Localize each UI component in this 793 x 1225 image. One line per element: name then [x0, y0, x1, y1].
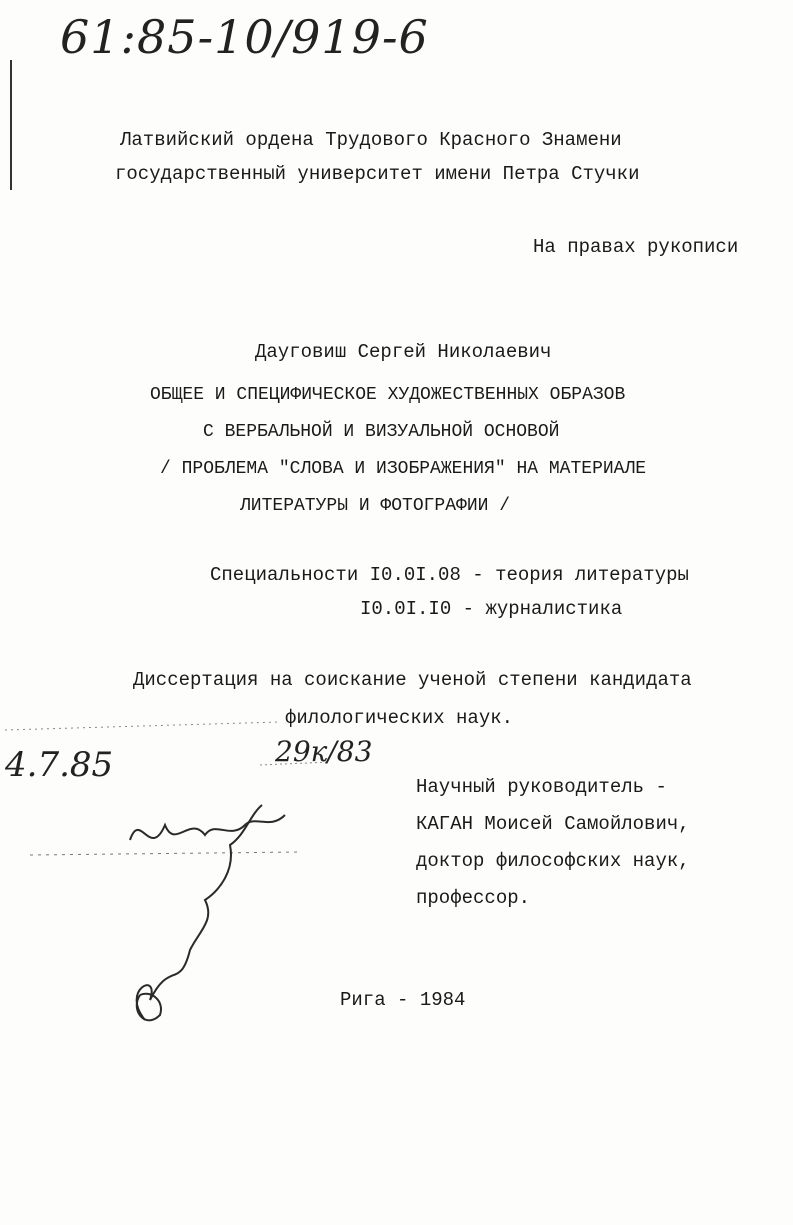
- title-line-2: С ВЕРБАЛЬНОЙ И ВИЗУАЛЬНОЙ ОСНОВОЙ: [203, 422, 560, 442]
- supervisor-name: КАГАН Моисей Самойлович,: [416, 813, 690, 835]
- specialties-line-2: I0.0I.I0 - журналистика: [360, 598, 623, 620]
- handwritten-date: 4.7.85: [5, 745, 114, 785]
- place-year: Рига - 1984: [340, 989, 466, 1011]
- title-line-4: ЛИТЕРАТУРЫ И ФОТОГРАФИИ /: [240, 496, 511, 516]
- title-line-3: / ПРОБЛЕМА "СЛОВА И ИЗОБРАЖЕНИЯ" НА МАТЕРИАЛЕ: [160, 459, 647, 479]
- institution-line-2: государственный университет имени Петра Стучки: [115, 163, 640, 185]
- specialties-label: Специальности: [210, 564, 359, 586]
- title-line-1: ОБЩЕЕ И СПЕЦИФИЧЕСКОЕ ХУДОЖЕСТВЕННЫХ ОБРАЗОВ: [150, 385, 626, 405]
- specialty-code: I0.0I.08: [369, 564, 461, 586]
- archive-code: 61:85-10/919-6: [60, 10, 429, 64]
- dissertation-line-2: филологических наук.: [285, 707, 514, 729]
- handwritten-number: 29к/83: [275, 735, 373, 768]
- supervisor-degree: доктор философских наук,: [416, 850, 690, 872]
- specialty-name: теория литературы: [495, 564, 689, 586]
- author-name: Дауговиш Сергей Николаевич: [255, 341, 552, 363]
- supervisor-role: Научный руководитель -: [416, 776, 667, 798]
- dissertation-line-1: Диссертация на соискание ученой степени кандидата: [133, 669, 692, 691]
- specialty-code: I0.0I.I0: [360, 598, 452, 620]
- supervisor-title: профессор.: [416, 887, 531, 909]
- rights-note: На правах рукописи: [533, 236, 739, 258]
- specialty-name: журналистика: [485, 598, 623, 620]
- specialties-line-1: Специальности I0.0I.08 - теория литературы: [210, 564, 689, 586]
- institution-line-1: Латвийский ордена Трудового Красного Знамени: [120, 129, 622, 151]
